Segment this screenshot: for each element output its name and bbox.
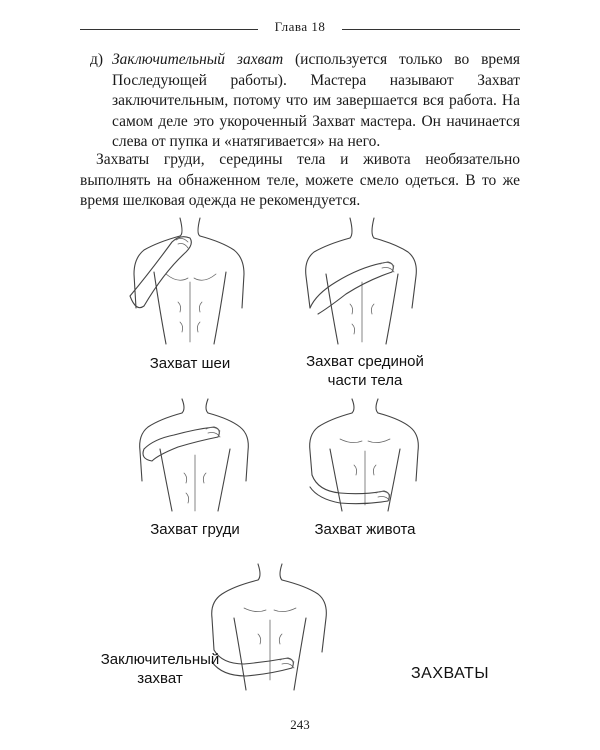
caption-line: части тела	[327, 372, 403, 389]
neck-hold-illustration	[120, 212, 260, 352]
body-paragraph: Захваты груди, середины тела и живота необязательно выполнять на обнаженном теле, можете смело одеться. В то же время шелковая одежда не рекомендуется.	[80, 151, 520, 209]
item-description: (используется только во время Последующей работы). Мастера называют Захват заключительным, потому что им завершается вся работа. На самом деле это укороченный Захват мастера. Он начинается слева от пупка и «натягивается» на него.	[112, 51, 521, 150]
caption-line: Заключительный	[100, 651, 220, 668]
midbody-hold-illustration	[292, 212, 432, 352]
caption-line: захват	[137, 670, 183, 687]
caption-final-hold	[90, 650, 230, 688]
item-term: Заключительный захват	[112, 51, 284, 68]
caption-chest-hold: Захват груди	[150, 521, 240, 538]
belly-hold-illustration	[300, 395, 430, 515]
page-number: 243	[290, 717, 310, 732]
chapter-title: Глава 18	[274, 19, 326, 34]
caption-midbody-hold	[290, 352, 440, 390]
running-header	[80, 18, 520, 38]
caption-line: Захват срединой	[306, 353, 424, 370]
chest-hold-illustration	[130, 395, 260, 515]
header-rule-left	[80, 29, 258, 30]
caption-belly-hold: Захват живота	[314, 521, 416, 538]
list-marker: д)	[90, 51, 104, 68]
header-rule-right	[342, 29, 520, 30]
caption-neck-hold: Захват шеи	[149, 355, 231, 372]
figure-title: ЗАХВАТЫ	[410, 665, 489, 682]
list-item-text	[112, 50, 520, 153]
